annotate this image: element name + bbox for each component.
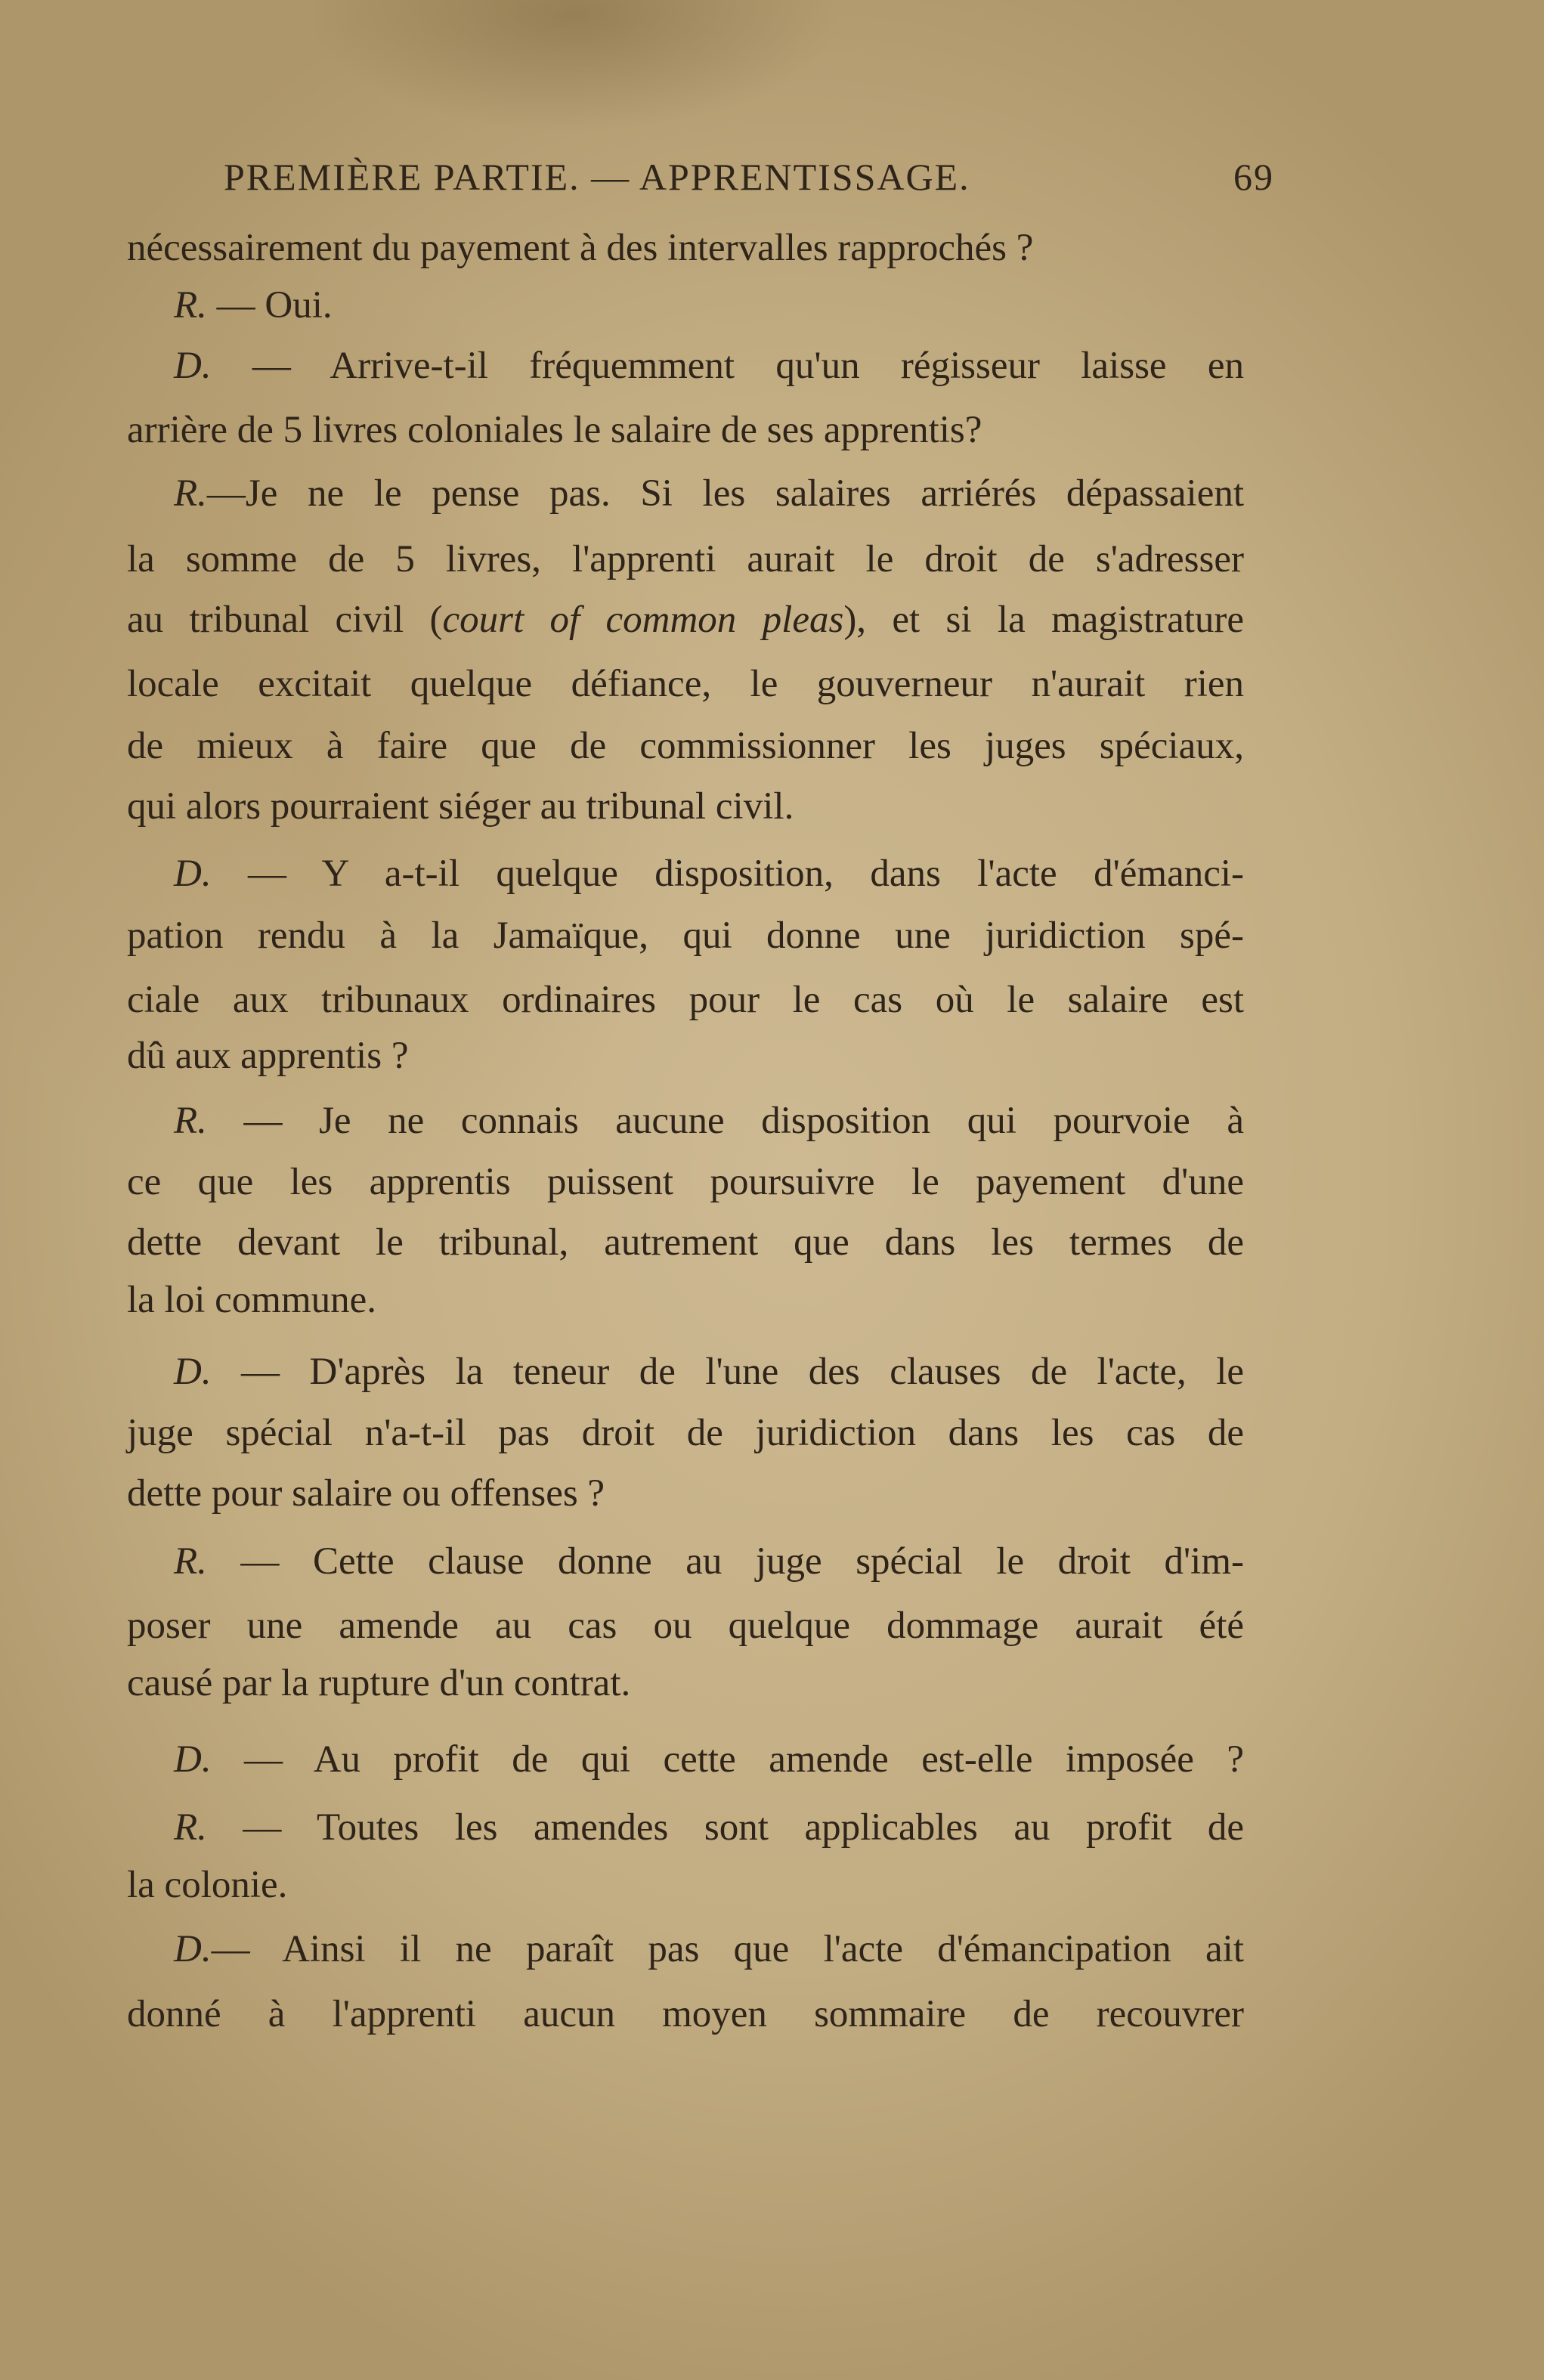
text-line: [127, 1992, 1244, 2037]
line-text: ce que les apprentis puissent poursuivre le payement d'une: [127, 1161, 1244, 1203]
line-text: — Y a-t-il quelque disposition, dans l'acte d'émanci-: [211, 853, 1244, 895]
line-text: locale excitait quelque défiance, le gouverneur n'aurait rien: [127, 663, 1244, 705]
line-text: — Toutes les amendes sont applicables au profit de: [206, 1806, 1244, 1849]
speaker-label: D.: [174, 1738, 212, 1781]
speaker-label: D.: [174, 1351, 212, 1393]
speaker-label: R.: [174, 1540, 207, 1583]
page-number: 69: [1233, 156, 1274, 198]
line-text: nécessairement du payement à des intervalles rapprochés ?: [127, 227, 1034, 269]
running-title: PREMIÈRE PARTIE. — APPRENTISSAGE.: [224, 156, 970, 198]
line-text: au tribunal civil (: [127, 599, 443, 641]
line-text: donné à l'apprenti aucun moyen sommaire de recouvrer: [127, 1993, 1244, 2035]
text-line: [127, 1220, 1244, 1265]
text-line: [127, 977, 1244, 1023]
text-line: [127, 723, 1244, 769]
text-line: [127, 1159, 1244, 1205]
line-text: — D'après la teneur de l'une des clauses de l'acte, le: [211, 1351, 1244, 1393]
speaker-label: R.: [174, 284, 207, 327]
line-text: — Cette clause donne au juge spécial le droit d'im-: [206, 1540, 1244, 1583]
line-text: qui alors pourraient siéger au tribunal civil.: [127, 785, 794, 828]
text-line: [174, 1805, 1244, 1850]
line-text: arrière de 5 livres coloniales le salaire de ses apprentis?: [127, 409, 982, 451]
line-text: — Arrive-t-il fréquemment qu'un régisseur laisse en: [211, 345, 1244, 387]
line-text: pation rendu à la Jamaïque, qui donne une juridiction spé-: [127, 915, 1244, 957]
line-text: dû aux apprentis ?: [127, 1035, 409, 1077]
text-line: [127, 661, 1244, 707]
line-text: poser une amende au cas ou quelque dommage aurait été: [127, 1605, 1244, 1647]
text-line: [127, 1862, 1244, 1908]
text-line: [127, 784, 1244, 829]
speaker-label: R.: [174, 1806, 207, 1849]
text-line: [174, 471, 1244, 516]
text-line: [174, 1927, 1244, 1972]
text-line: [127, 225, 1244, 271]
line-text: ciale aux tribunaux ordinaires pour le cas où le salaire est: [127, 979, 1244, 1021]
running-header: [224, 155, 1274, 199]
line-text: —Je ne le pense pas. Si les salaires arriérés dépassaient: [206, 472, 1244, 515]
text-line: [127, 1603, 1244, 1648]
speaker-label: R.: [174, 472, 207, 515]
italic-term: court of common pleas: [442, 599, 844, 641]
line-text: — Je ne connais aucune disposition qui pourvoie à: [206, 1100, 1244, 1142]
line-text: causé par la rupture d'un contrat.: [127, 1662, 631, 1704]
text-line: [127, 1471, 1244, 1516]
speaker-label: D.: [174, 853, 212, 895]
line-text: — Au profit de qui cette amende est-elle imposée ?: [211, 1738, 1244, 1781]
text-line: [174, 1349, 1244, 1394]
line-text: dette devant le tribunal, autrement que dans les termes de: [127, 1221, 1244, 1264]
speaker-label: R.: [174, 1100, 207, 1142]
line-text: juge spécial n'a-t-il pas droit de juridiction dans les cas de: [127, 1412, 1244, 1454]
text-line: [174, 1098, 1244, 1144]
text-line: [127, 537, 1244, 582]
text-line: [127, 1033, 1244, 1079]
text-line: [174, 1539, 1244, 1584]
text-line: [127, 1660, 1244, 1706]
text-line: [174, 343, 1244, 388]
text-line: [174, 283, 1244, 328]
line-text: — Oui.: [206, 284, 333, 327]
text-line: [127, 597, 1244, 642]
line-text: ), et si la magistrature: [843, 599, 1244, 641]
text-line: [127, 913, 1244, 958]
text-line: [174, 1737, 1244, 1782]
line-text: la loi commune.: [127, 1279, 377, 1321]
line-text: la colonie.: [127, 1864, 288, 1906]
line-text: dette pour salaire ou offenses ?: [127, 1472, 605, 1515]
line-text: la somme de 5 livres, l'apprenti aurait le droit de s'adresser: [127, 538, 1244, 580]
line-text: — Ainsi il ne paraît pas que l'acte d'émancipation ait: [211, 1928, 1244, 1970]
speaker-label: D.: [174, 345, 212, 387]
text-line: [127, 1410, 1244, 1456]
text-line: [127, 1277, 1244, 1323]
text-line: [127, 407, 1244, 453]
text-line: [174, 851, 1244, 896]
speaker-label: D.: [174, 1928, 212, 1970]
line-text: de mieux à faire que de commissionner les juges spéciaux,: [127, 725, 1244, 767]
